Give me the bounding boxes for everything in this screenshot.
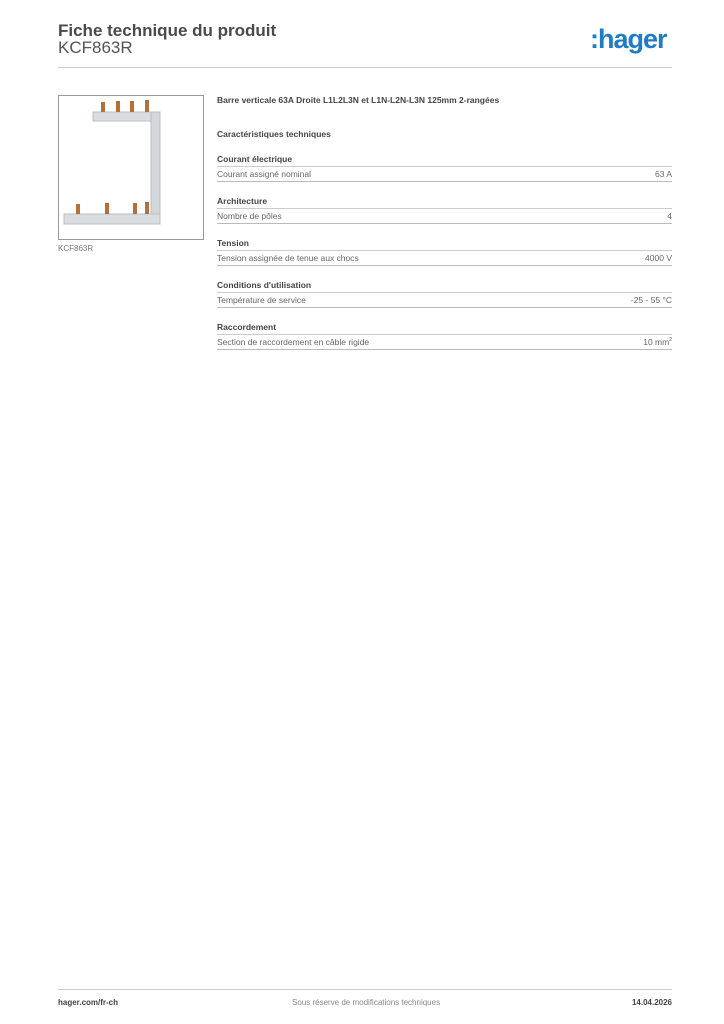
spec-label: Température de service — [217, 295, 306, 305]
section-heading: Tension — [217, 238, 672, 251]
spec-row — [217, 167, 672, 182]
product-image — [58, 95, 204, 240]
characteristics-heading: Caractéristiques techniques — [217, 129, 331, 139]
section-heading: Architecture — [217, 196, 672, 209]
spec-row — [217, 209, 672, 224]
busbar-illustration — [59, 96, 203, 239]
spec-value — [643, 337, 672, 347]
product-reference: KCF863R — [58, 38, 133, 57]
spec-row — [217, 293, 672, 308]
spec-section — [217, 322, 672, 350]
hager-logo: :hager — [590, 24, 667, 54]
spec-label: Tension assignée de tenue aux chocs — [217, 253, 359, 263]
spec-label: Nombre de pôles — [217, 211, 282, 221]
section-heading: Raccordement — [217, 322, 672, 335]
footer-date: 14.04.2026 — [631, 998, 672, 1007]
footer-notice: Sous réserve de modifications techniques — [292, 998, 441, 1007]
spec-section — [217, 238, 672, 266]
spec-row — [217, 335, 672, 350]
spec-row — [217, 251, 672, 266]
section-heading: Conditions d'utilisation — [217, 280, 672, 293]
footer-divider — [58, 989, 672, 990]
spec-label: Section de raccordement en câble rigide — [217, 337, 370, 347]
image-caption: KCF863R — [58, 244, 94, 253]
spec-value-sup: 2 — [669, 337, 672, 344]
spec-value: 4 — [667, 211, 672, 221]
spec-value: 63 A — [654, 169, 672, 179]
section-heading: Courant électrique — [217, 154, 672, 167]
spec-section — [217, 196, 672, 224]
spec-value-text: 10 mm — [643, 337, 670, 347]
spec-value: 4000 V — [645, 253, 672, 263]
spec-section — [217, 280, 672, 308]
spec-value: -25 - 55 °C — [630, 295, 672, 305]
header-divider — [58, 67, 672, 68]
footer-website[interactable]: hager.com/fr-ch — [58, 998, 119, 1007]
product-title: Barre verticale 63A Droite L1L2L3N et L1N-L2N-L3N 125mm 2-rangées — [217, 95, 500, 105]
spec-label: Courant assigné nominal — [217, 169, 312, 179]
page-title: Fiche technique du produit — [58, 21, 277, 40]
product-details — [217, 95, 672, 350]
spec-section — [217, 154, 672, 182]
